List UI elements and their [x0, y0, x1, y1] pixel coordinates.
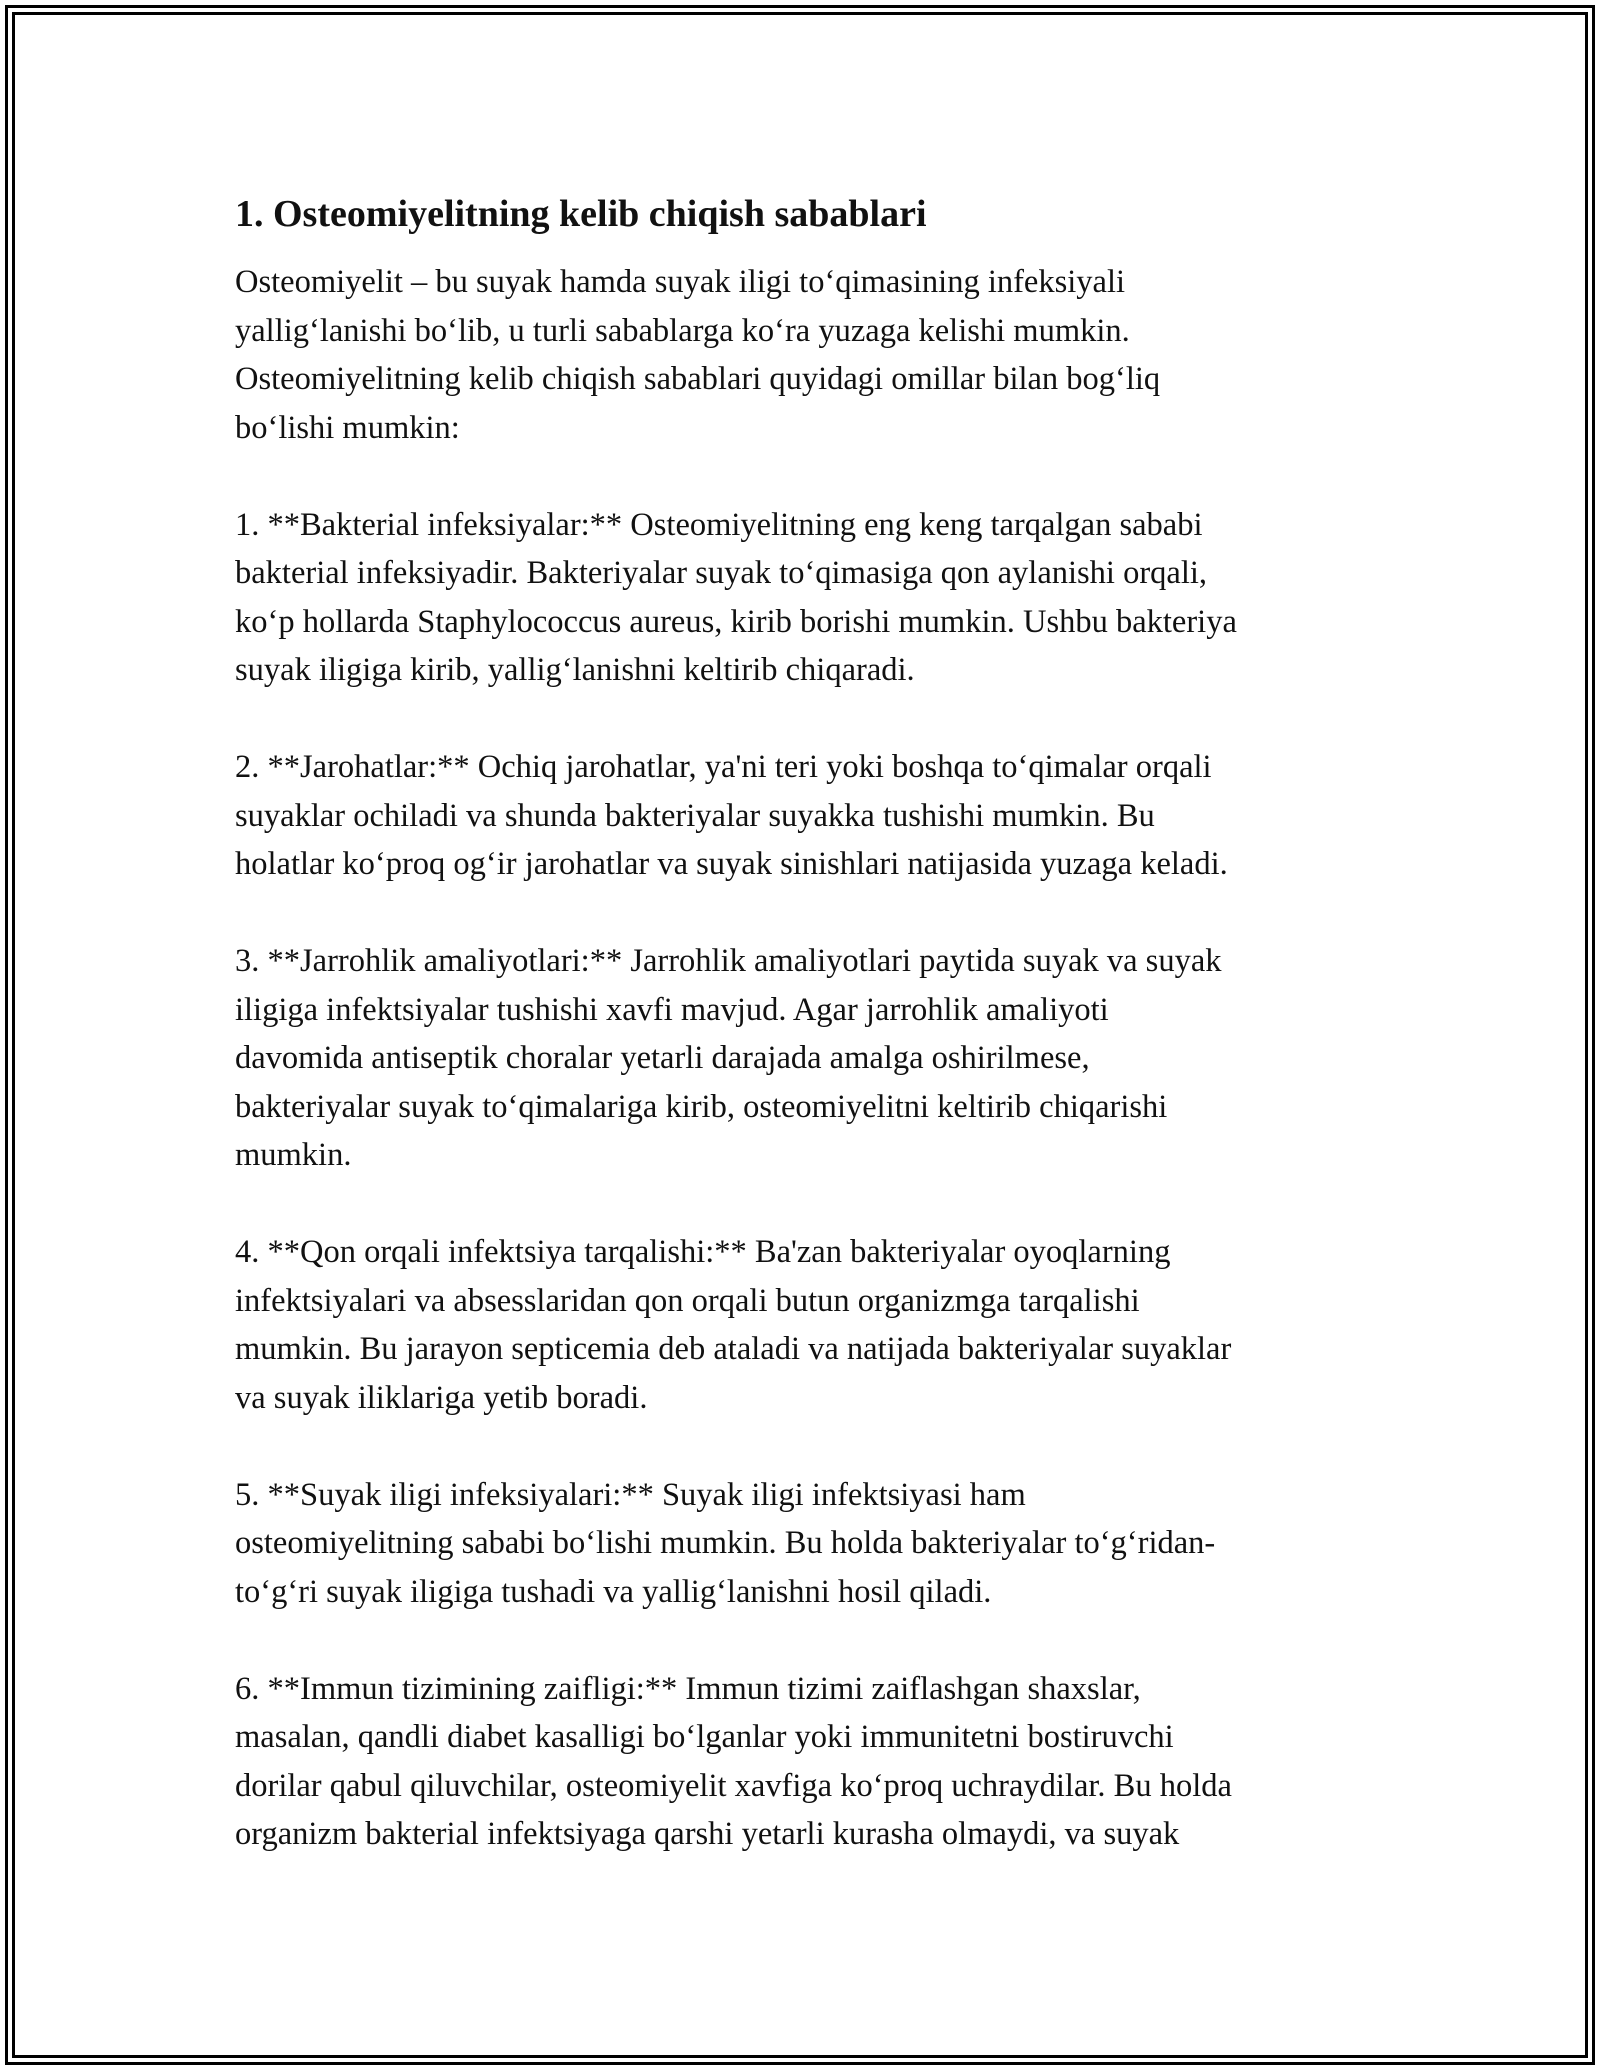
text-line: va suyak iliklariga yetib boradi.: [235, 1379, 648, 1416]
text-line: holatlar ko‘proq og‘ir jarohatlar va suyak sinishlari natijasida yuzaga keladi.: [235, 846, 1228, 882]
text-line: suyaklar ochiladi va shunda bakteriyalar suyakka tushishi mumkin. Bu: [235, 797, 1155, 834]
text-line: 1. **Bakterial infeksiyalar:** Osteomiyelitning eng keng tarqalgan sababi: [235, 506, 1203, 543]
text-line: bo‘lishi mumkin:: [235, 409, 460, 446]
text-line: Osteomiyelitning kelib chiqish sabablari quyidagi omillar bilan bog‘liq: [235, 361, 1161, 397]
text-line: 3. **Jarrohlik amaliyotlari:** Jarrohlik amaliyotlari paytida suyak va suyak: [235, 943, 1222, 979]
text-line: dorilar qabul qiluvchilar, osteomiyelit xavfiga ko‘proq uchraydilar. Bu holda: [235, 1767, 1232, 1804]
text-line: 5. **Suyak iligi infeksiyalari:** Suyak iligi infektsiyasi ham: [235, 1476, 1026, 1513]
paragraph-2: [235, 501, 1385, 695]
text-line: ko‘p hollarda Staphylococcus aureus, kirib borishi mumkin. Ushbu bakteriya: [235, 603, 1237, 640]
text-line: iligiga infektsiyalar tushishi xavfi mavjud. Agar jarrohlik amaliyoti: [235, 991, 1109, 1028]
text-line: mumkin.: [235, 1137, 352, 1173]
paragraph-6: [235, 1471, 1385, 1617]
text-line: masalan, qandli diabet kasalligi bo‘lganlar yoki immunitetni bostiruvchi: [235, 1719, 1174, 1755]
paragraph-7: [235, 1665, 1385, 1859]
text-line: to‘g‘ri suyak iligiga tushadi va yallig‘lanishni hosil qiladi.: [235, 1573, 992, 1610]
paragraph-5: [235, 1228, 1385, 1422]
document-title: 1. Osteomiyelitning kelib chiqish sabablari: [235, 193, 927, 235]
text-line: osteomiyelitning sababi bo‘lishi mumkin. Bu holda bakteriyalar to‘g‘ridan-: [235, 1525, 1216, 1561]
text-line: davomida antiseptik choralar yetarli darajada amalga oshirilmese,: [235, 1040, 1090, 1076]
text-line: 6. **Immun tizimining zaifligi:** Immun tizimi zaiflashgan shaxslar,: [235, 1670, 1141, 1707]
text-line: yallig‘lanishi bo‘lib, u turli sabablarga ko‘ra yuzaga kelishi mumkin.: [235, 312, 1130, 349]
text-line: Osteomiyelit – bu suyak hamda suyak iligi to‘qimasining infeksiyali: [235, 264, 1126, 300]
text-line: infektsiyalari va absesslaridan qon orqali butun organizmga tarqalishi: [235, 1282, 1140, 1319]
text-line: organizm bakterial infektsiyaga qarshi yetarli kurasha olmaydi, va suyak: [235, 1816, 1180, 1852]
paragraph-3: [235, 743, 1385, 889]
text-line: 2. **Jarohatlar:** Ochiq jarohatlar, ya'ni teri yoki boshqa to‘qimalar orqali: [235, 749, 1212, 785]
text-line: bakterial infeksiyadir. Bakteriyalar suyak to‘qimasiga qon aylanishi orqali,: [235, 555, 1208, 591]
text-line: mumkin. Bu jarayon septicemia deb ataladi va natijada bakteriyalar suyaklar: [235, 1331, 1232, 1367]
text-line: 4. **Qon orqali infektsiya tarqalishi:** Ba'zan bakteriyalar oyoqlarning: [235, 1234, 1171, 1270]
paragraph-1: [235, 258, 1385, 452]
text-line: suyak iligiga kirib, yallig‘lanishni keltirib chiqaradi.: [235, 652, 915, 688]
text-line: bakteriyalar suyak to‘qimalariga kirib, osteomiyelitni keltirib chiqarishi: [235, 1088, 1168, 1125]
paragraph-4: [235, 937, 1385, 1180]
document-body: [235, 188, 1385, 1907]
paragraph-list: [235, 258, 1385, 1859]
